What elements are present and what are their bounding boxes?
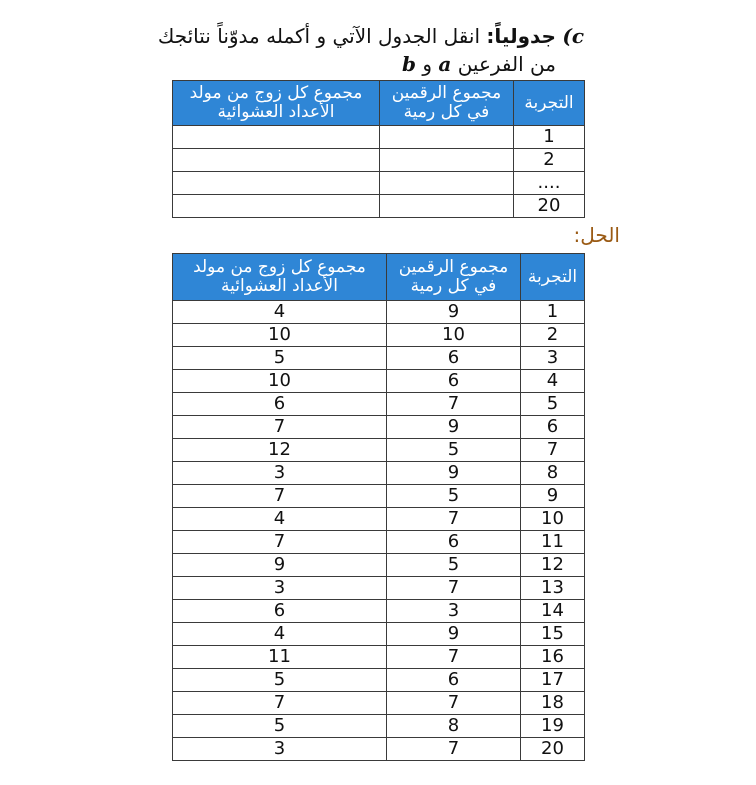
dice-sum-cell: 6	[387, 370, 521, 393]
dice-sum-cell: 5	[387, 485, 521, 508]
trial-cell: 20	[514, 195, 585, 218]
trial-cell: 11	[521, 531, 585, 554]
dice-sum-cell: 5	[387, 554, 521, 577]
random-sum-cell: 7	[173, 531, 387, 554]
table-row	[173, 531, 585, 554]
trial-cell: 3	[521, 347, 585, 370]
trial-cell: 8	[521, 462, 585, 485]
dice-sum-cell: 9	[387, 416, 521, 439]
trial-cell: 4	[521, 370, 585, 393]
trial-cell: 7	[521, 439, 585, 462]
table-row	[173, 301, 585, 324]
question-line-2	[104, 50, 556, 78]
header-sum-dice: مجموع الرقمين في كل رمية	[387, 254, 521, 301]
trial-cell: ....	[514, 172, 585, 195]
random-sum-cell: 9	[173, 554, 387, 577]
trial-cell: 16	[521, 646, 585, 669]
table-row	[173, 439, 585, 462]
dice-sum-cell: 9	[387, 462, 521, 485]
random-sum-cell: 3	[173, 577, 387, 600]
empty-random-cell	[173, 172, 380, 195]
template-table-header-row	[173, 81, 585, 126]
template-table	[172, 80, 585, 218]
table-row	[173, 669, 585, 692]
dice-sum-cell: 3	[387, 600, 521, 623]
random-sum-cell: 4	[173, 623, 387, 646]
solution-table	[172, 253, 585, 761]
header-trial: التجربة	[521, 254, 585, 301]
table-row	[173, 324, 585, 347]
table-row	[173, 554, 585, 577]
trial-cell: 2	[514, 149, 585, 172]
trial-cell: 15	[521, 623, 585, 646]
variable-a: a	[438, 52, 452, 76]
empty-dice-cell	[380, 172, 514, 195]
random-sum-cell: 7	[173, 416, 387, 439]
empty-dice-cell	[380, 149, 514, 172]
dice-sum-cell: 5	[387, 439, 521, 462]
question-line-1	[104, 22, 584, 50]
table-row	[173, 623, 585, 646]
header-trial: التجربة	[514, 81, 585, 126]
dice-sum-cell: 8	[387, 715, 521, 738]
template-table-body	[173, 126, 585, 218]
table-row	[173, 600, 585, 623]
table-row	[173, 126, 585, 149]
trial-cell: 14	[521, 600, 585, 623]
trial-cell: 5	[521, 393, 585, 416]
random-sum-cell: 3	[173, 738, 387, 761]
random-sum-cell: 5	[173, 715, 387, 738]
header-sum-random: مجموع كل زوج من مولد الأعداد العشوائية	[173, 81, 380, 126]
table-row	[173, 485, 585, 508]
random-sum-cell: 5	[173, 347, 387, 370]
question-main-text: انقل الجدول الآتي و أكمله مدوّناً نتائجك	[157, 24, 481, 48]
question-line2-prefix: من الفرعين	[457, 52, 556, 76]
random-sum-cell: 5	[173, 669, 387, 692]
table-row	[173, 172, 585, 195]
table-row	[173, 462, 585, 485]
trial-cell: 6	[521, 416, 585, 439]
dice-sum-cell: 7	[387, 738, 521, 761]
question-label: c)	[562, 24, 584, 48]
dice-sum-cell: 7	[387, 646, 521, 669]
table-row	[173, 508, 585, 531]
trial-cell: 18	[521, 692, 585, 715]
table-row	[173, 738, 585, 761]
table-row	[173, 646, 585, 669]
question-bold-word: جدولياً:	[486, 24, 556, 48]
trial-cell: 10	[521, 508, 585, 531]
empty-random-cell	[173, 149, 380, 172]
dice-sum-cell: 7	[387, 692, 521, 715]
random-sum-cell: 3	[173, 462, 387, 485]
dice-sum-cell: 6	[387, 347, 521, 370]
table-row	[173, 393, 585, 416]
trial-cell: 9	[521, 485, 585, 508]
random-sum-cell: 6	[173, 600, 387, 623]
random-sum-cell: 6	[173, 393, 387, 416]
table-row	[173, 370, 585, 393]
table-row	[173, 692, 585, 715]
trial-cell: 13	[521, 577, 585, 600]
dice-sum-cell: 7	[387, 577, 521, 600]
random-sum-cell: 10	[173, 370, 387, 393]
dice-sum-cell: 6	[387, 669, 521, 692]
trial-cell: 1	[521, 301, 585, 324]
table-row	[173, 416, 585, 439]
dice-sum-cell: 9	[387, 623, 521, 646]
dice-sum-cell: 9	[387, 301, 521, 324]
variable-b: b	[402, 52, 416, 76]
table-row	[173, 195, 585, 218]
trial-cell: 2	[521, 324, 585, 347]
solution-label: الحل:	[573, 223, 620, 247]
table-row	[173, 715, 585, 738]
dice-sum-cell: 7	[387, 393, 521, 416]
trial-cell: 12	[521, 554, 585, 577]
random-sum-cell: 12	[173, 439, 387, 462]
random-sum-cell: 4	[173, 301, 387, 324]
trial-cell: 19	[521, 715, 585, 738]
solution-table-body	[173, 301, 585, 761]
trial-cell: 1	[514, 126, 585, 149]
dice-sum-cell: 6	[387, 531, 521, 554]
header-sum-random: مجموع كل زوج من مولد الأعداد العشوائية	[173, 254, 387, 301]
table-row	[173, 347, 585, 370]
trial-cell: 20	[521, 738, 585, 761]
empty-dice-cell	[380, 126, 514, 149]
random-sum-cell: 7	[173, 692, 387, 715]
table-row	[173, 577, 585, 600]
empty-random-cell	[173, 195, 380, 218]
random-sum-cell: 10	[173, 324, 387, 347]
trial-cell: 17	[521, 669, 585, 692]
question-text	[104, 22, 584, 78]
table-row	[173, 149, 585, 172]
dice-sum-cell: 7	[387, 508, 521, 531]
question-conjunction: و	[422, 52, 433, 76]
solution-table-header-row	[173, 254, 585, 301]
random-sum-cell: 11	[173, 646, 387, 669]
empty-random-cell	[173, 126, 380, 149]
dice-sum-cell: 10	[387, 324, 521, 347]
random-sum-cell: 4	[173, 508, 387, 531]
header-sum-dice: مجموع الرقمين في كل رمية	[380, 81, 514, 126]
empty-dice-cell	[380, 195, 514, 218]
random-sum-cell: 7	[173, 485, 387, 508]
